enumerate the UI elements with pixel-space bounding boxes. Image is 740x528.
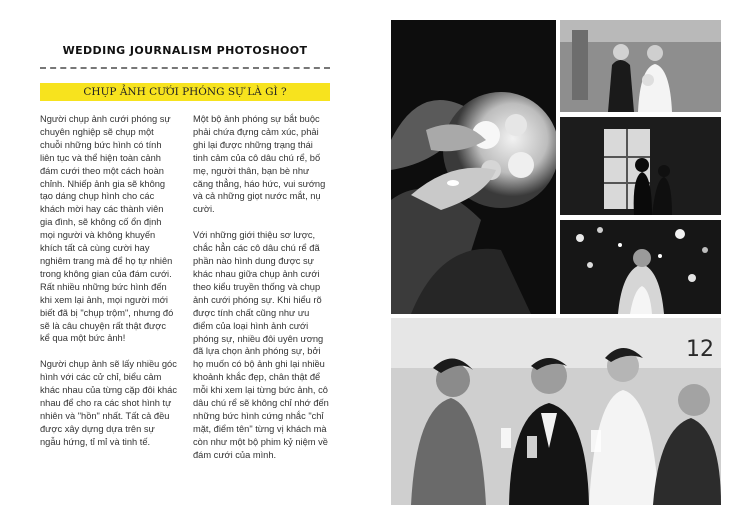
dashed-divider xyxy=(40,67,330,69)
paragraph: Với những giới thiệu sơ lược, chắc hẳn các cô dâu chú rể đã phần nào hình dung được sự khác nhau giữa chụp ảnh cưới theo kiểu truyền thống và chụp ảnh cưới phóng sự. Khi hiểu rõ được tính chất cũng như ưu điểm của loại hình ảnh cưới phóng sự, nhiều đôi uyên ương đã lựa chọn ảnh phóng sự, bởi họ muốn có bộ ảnh ghi lại nhiều khoảnh khắc đẹp, chân thật để mỗi khi xem lại từng bức ảnh, cô dâu chú rể sẽ không chỉ nhớ đến những bức hình cứng nhắc "chỉ mặt, điểm tên" từng vị khách mà còn như một bộ phim kỷ niệm về đám cưới của mình. xyxy=(193,230,329,460)
photo-window-silhouette xyxy=(560,117,721,215)
text-column-left xyxy=(40,113,177,462)
photo-bouquet-hands xyxy=(391,20,556,314)
photo-bokeh-bride xyxy=(560,220,721,314)
photo-couple-portrait xyxy=(560,20,721,112)
table-number: 12 xyxy=(686,337,714,362)
paragraph: Một bộ ảnh phóng sự bắt buộc phải chứa đựng cảm xúc, phải ghi lại được những trạng thái tinh cảm của cô dâu chú rể, bố mẹ, người thân, bạn bè như căng thẳng, háo hức, vui sướng và cả những giọt nước mắt, nụ cười. xyxy=(193,114,326,215)
article-heading: WEDDING JOURNALISM PHOTOSHOOT xyxy=(62,44,308,57)
text-column-right xyxy=(193,113,330,475)
paragraph: Người chụp ảnh sẽ lấy nhiều góc hình với các cử chỉ, biểu cảm khác nhau của từng cặp đôi khác nhau để cho ra các shot hình tự nhiên và "hồn" nhất. Tất cả đều được xây dựng dựa trên sự ngẫu hứng, tỉ mỉ và tinh tế. xyxy=(40,359,177,447)
photo-wedding-toast xyxy=(391,318,721,505)
paragraph: Người chụp ảnh cưới phóng sự chuyên nghiệp sẽ chụp một chuỗi những bức hình có tính liên tục và thể hiện toàn cảnh đám cưới theo một cách hoàn chỉnh. Nhiếp ảnh gia sẽ không tạo dáng chụp hình cho các khách mời hay các thành viên gia đình, sẽ không cố ổn định mọi người và không khuyến khích tất cả cùng cười hay nghiêm trang mà để họ tự nhiên trong không gian của đám cưới. Rất nhiều những bức hình đến khi xem lại ảnh, mọi người mới biết đã bị "chụp trộm", nhưng đó sẽ là câu chuyện rất thật được kể qua một bức ảnh! xyxy=(40,114,174,344)
section-banner: CHỤP ẢNH CƯỚI PHÓNG SỰ LÀ GÌ ? xyxy=(40,83,330,101)
